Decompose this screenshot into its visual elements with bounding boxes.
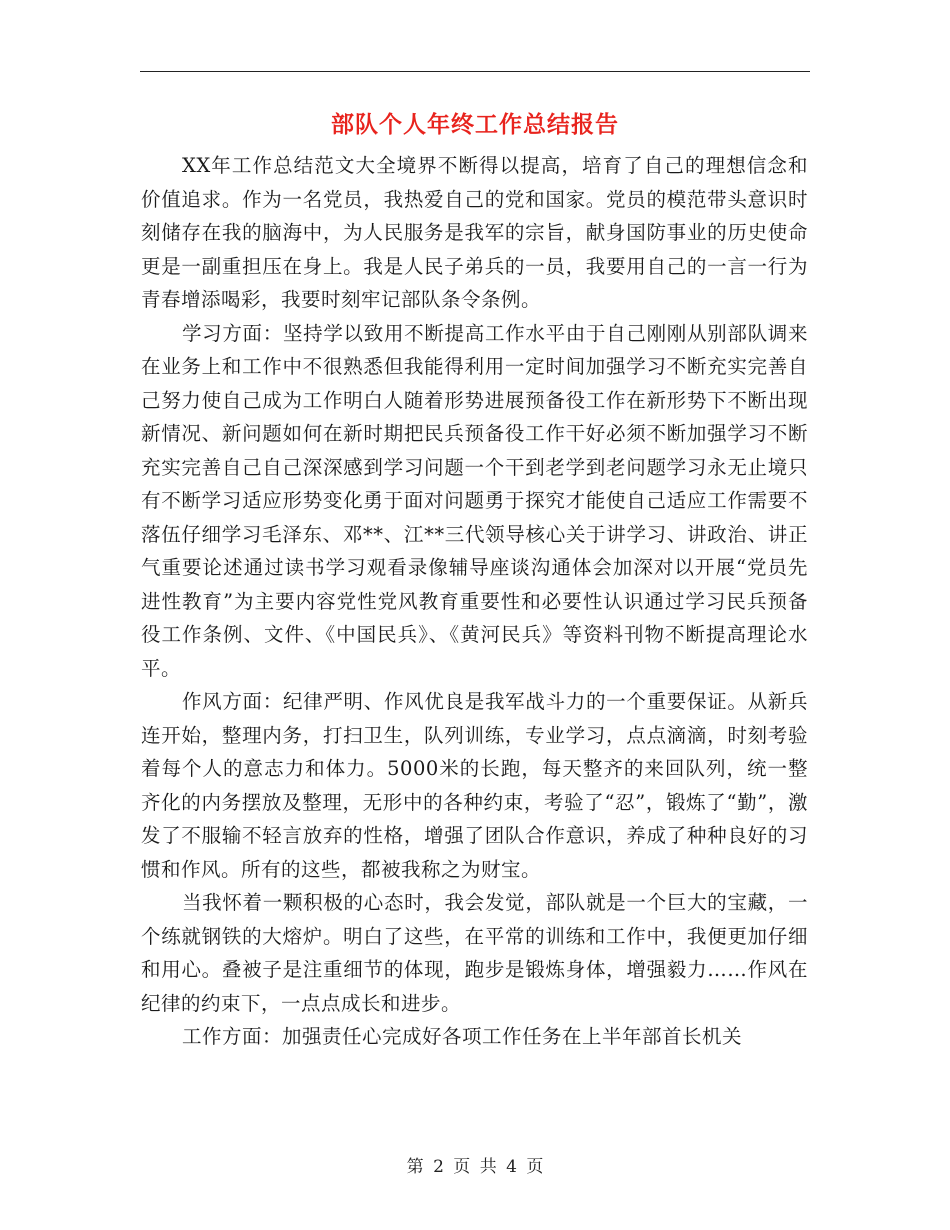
- paragraph-work: 工作方面：加强责任心完成好各项工作任务在上半年部首长机关: [181, 1025, 742, 1048]
- paragraph-attitude: 当我怀着一颗积极的心态时，我会发觉，部队就是一个巨大的宝藏，一个练就钢铁的大熔炉。明白了这些，在平常的训练和工作中，我便更加仔细和用心。叠被子是注重细节的体现，跑步是锻炼身体，增强毅力……作风在纪律的约束下，一点点成长和进步。: [141, 891, 808, 1015]
- document-body: [141, 149, 808, 1054]
- header-rule: [140, 71, 810, 72]
- paragraph-study: 学习方面：坚持学以致用不断提高工作水平由于自己刚刚从别部队调来在业务上和工作中不很熟悉但我能得利用一定时间加强学习不断充实完善自己努力使自己成为工作明白人随着形势进展预备役工作在新形势下不断出现新情况、新问题如何在新时期把民兵预备役工作干好必须不断加强学习不断充实完善自己自己深深感到学习问题一个干到老学到老问题学习永无止境只有不断学习适应形势变化勇于面对问题勇于探究才能使自己适应工作需要不落伍仔细学习毛泽东、邓**、江**三代领导核心关于讲学习、讲政治、讲正气重要论述通过读书学习观看录像辅导座谈沟通体会加深对以开展“党员先进性教育”为主要内容党性党风教育重要性和必要性认识通过学习民兵预备役工作条例、文件、《中国民兵》、《黄河民兵》等资料刊物不断提高理论水平。: [141, 321, 808, 680]
- document-title: 部队个人年终工作总结报告: [331, 111, 619, 138]
- page-number-footer: 第 2 页 共 4 页: [406, 1157, 544, 1177]
- paragraph-intro: XX年工作总结范文大全境界不断得以提高，培育了自己的理想信念和价值追求。作为一名党员，我热爱自己的党和国家。党员的模范带头意识时刻储存在我的脑海中，为人民服务是我军的宗旨，献身国防事业的历史使命更是一副重担压在身上。我是人民子弟兵的一员，我要用自己的一言一行为青春增添喝彩，我要时刻牢记部队条令条例。: [141, 154, 808, 311]
- paragraph-style: 作风方面：纪律严明、作风优良是我军战斗力的一个重要保证。从新兵连开始，整理内务，打扫卫生，队列训练，专业学习，点点滴滴，时刻考验着每个人的意志力和体力。5000米的长跑，每天整齐的来回队列，统一整齐化的内务摆放及整理，无形中的各种约束，考验了“忍”，锻炼了“勤”，激发了不服输不轻言放弃的性格，增强了团队合作意识，养成了种种良好的习惯和作风。所有的这些，都被我称之为财宝。: [141, 690, 808, 881]
